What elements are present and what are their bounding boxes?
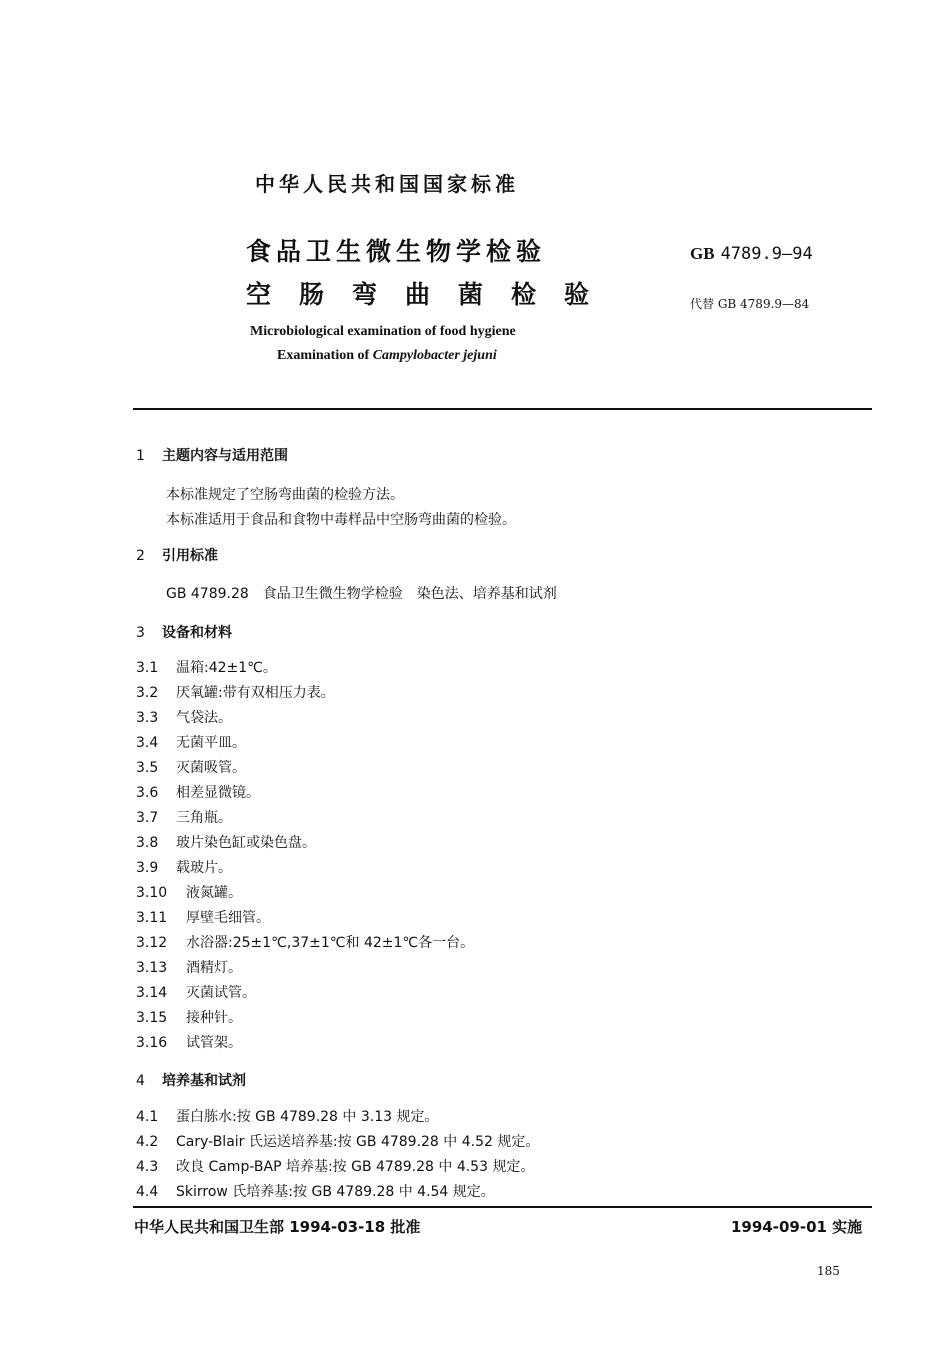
list-item: 3.7 三角瓶。 [136, 810, 232, 826]
list-item: 3.8 玻片染色缸或染色盘。 [136, 835, 316, 851]
list-item: 3.5 灭菌吸管。 [136, 760, 246, 776]
section-number: 4 [136, 1073, 145, 1089]
english-title-species: Campylobacter jejuni [372, 348, 497, 363]
implementation-date: 1994-09-01 实施 [731, 1218, 863, 1236]
section-title: 引用标准 [162, 548, 218, 564]
section-number: 2 [136, 548, 145, 564]
standard-code-number: 4789.9—94 [720, 244, 813, 264]
section-1-para-2: 本标准适用于食品和食物中毒样品中空肠弯曲菌的检验。 [166, 512, 516, 528]
section-1-heading [136, 445, 288, 465]
section-3-heading [136, 622, 232, 642]
section-title: 设备和材料 [162, 625, 232, 641]
national-standard-heading: 中华人民共和国国家标准 [255, 172, 519, 196]
list-item: 3.14 灭菌试管。 [136, 985, 256, 1001]
standard-code [690, 244, 813, 264]
section-title: 主题内容与适用范围 [162, 448, 288, 464]
list-item: 4.3 改良 Camp-BAP 培养基:按 GB 4789.28 中 4.53 规定。 [136, 1159, 535, 1175]
list-item: 3.11 厚壁毛细管。 [136, 910, 270, 926]
list-item: 3.16 试管架。 [136, 1035, 242, 1051]
footer-divider [133, 1206, 872, 1208]
section-number: 1 [136, 448, 145, 464]
standard-code-prefix: GB [690, 244, 715, 263]
list-item: 3.6 相差显微镜。 [136, 785, 260, 801]
list-item: 3.4 无菌平皿。 [136, 735, 246, 751]
list-item: 4.4 Skirrow 氏培养基:按 GB 4789.28 中 4.54 规定。 [136, 1184, 495, 1200]
english-title-prefix: Examination of [277, 348, 373, 363]
section-number: 3 [136, 625, 145, 641]
list-item: 3.2 厌氧罐:带有双相压力表。 [136, 685, 335, 701]
standard-title-line2: 空肠弯曲菌检验 [246, 280, 618, 309]
header-divider [133, 408, 872, 410]
approval-line: 中华人民共和国卫生部 1994-03-18 批准 [134, 1218, 421, 1236]
english-title-line1: Microbiological examination of food hygiene [250, 324, 516, 339]
section-4-heading [136, 1070, 246, 1090]
standard-title-line1: 食品卫生微生物学检验 [246, 237, 547, 266]
list-item: 4.1 蛋白胨水:按 GB 4789.28 中 3.13 规定。 [136, 1109, 439, 1125]
list-item: 3.13 酒精灯。 [136, 960, 242, 976]
english-title-line2 [277, 348, 497, 364]
page-number: 185 [817, 1264, 840, 1278]
section-2-reference: GB 4789.28 食品卫生微生物学检验 染色法、培养基和试剂 [166, 586, 557, 602]
list-item: 3.10 液氮罐。 [136, 885, 242, 901]
section-1-para-1: 本标准规定了空肠弯曲菌的检验方法。 [166, 487, 404, 503]
section-title: 培养基和试剂 [162, 1073, 246, 1089]
list-item: 3.3 气袋法。 [136, 710, 232, 726]
list-item: 3.12 水浴器:25±1℃,37±1℃和 42±1℃各一台。 [136, 935, 475, 951]
list-item: 4.2 Cary-Blair 氏运送培养基:按 GB 4789.28 中 4.52 规定。 [136, 1134, 540, 1150]
replaces-note: 代替 GB 4789.9—84 [690, 297, 810, 311]
list-item: 3.9 载玻片。 [136, 860, 232, 876]
list-item: 3.15 接种针。 [136, 1010, 242, 1026]
section-2-heading [136, 545, 218, 565]
list-item: 3.1 温箱:42±1℃。 [136, 660, 277, 676]
